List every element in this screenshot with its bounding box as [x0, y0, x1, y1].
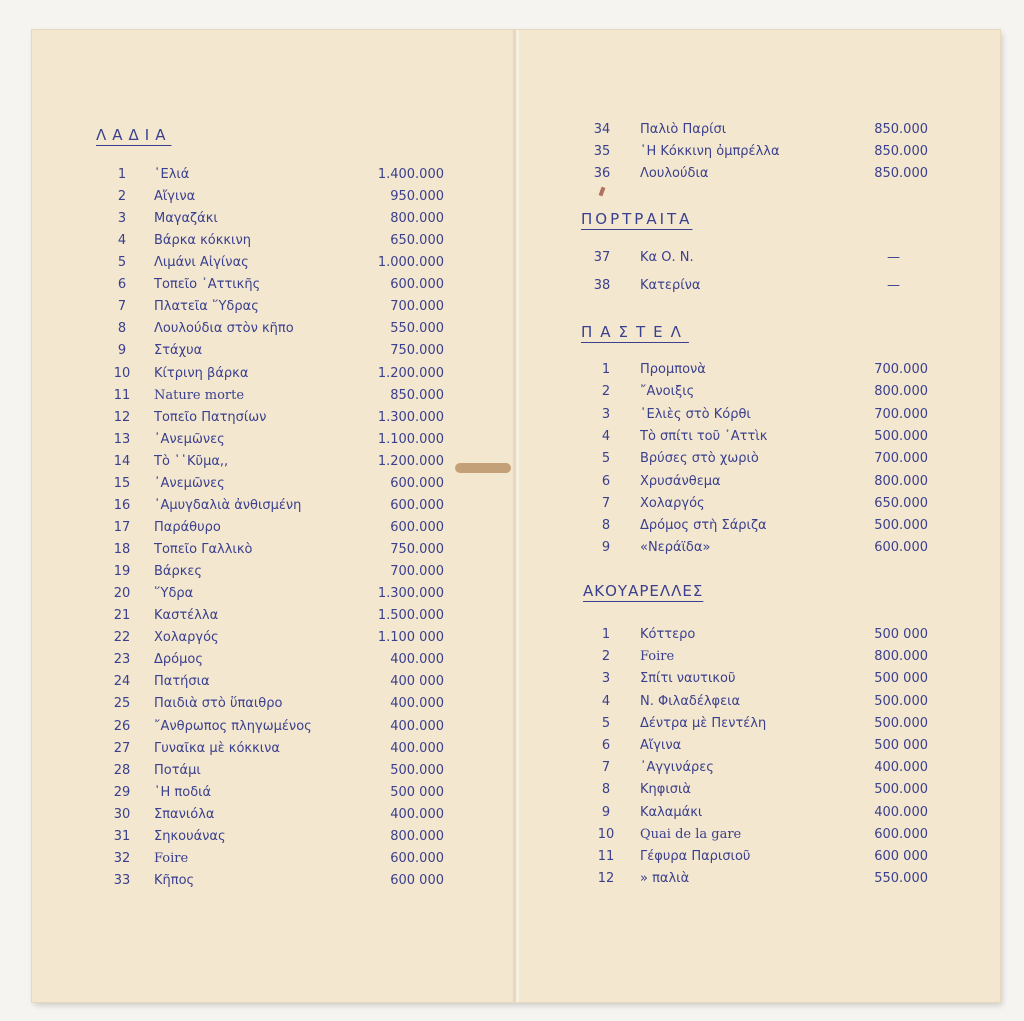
- item-title: Παράθυρο: [154, 519, 221, 535]
- item-price: 1.300.000: [377, 409, 444, 425]
- item-price: 700.000: [390, 564, 444, 580]
- item-number: 22: [113, 630, 131, 646]
- item-price: 1.500.000: [377, 608, 444, 624]
- list-item: [594, 382, 928, 402]
- item-price: 550.000: [874, 871, 928, 887]
- item-number: 3: [601, 406, 611, 422]
- list-item: [594, 736, 928, 756]
- item-price: —: [887, 278, 900, 293]
- item-number: 20: [113, 586, 131, 602]
- item-title: Ν. Φιλαδέλφεια: [640, 693, 741, 709]
- item-number: 2: [601, 384, 611, 400]
- item-title: Foire: [154, 850, 189, 866]
- list-item: [110, 319, 444, 339]
- item-number: 5: [601, 451, 611, 467]
- item-number: 8: [117, 321, 127, 337]
- list-item: [110, 694, 444, 714]
- item-title: Τοπεῖο ᾿Αττικῆς: [154, 277, 261, 293]
- item-price: 600.000: [390, 497, 444, 513]
- item-price: —: [887, 250, 900, 265]
- item-number: 26: [113, 718, 131, 734]
- item-title: Χολαργός: [640, 495, 705, 511]
- heading-portraits: ΠΟΡΤΡΑΙΤΑ: [581, 210, 693, 228]
- item-title: Μαγαζάκι: [154, 211, 218, 227]
- item-price: 400.000: [874, 760, 928, 776]
- item-number: 36: [593, 166, 611, 181]
- list-item: [594, 625, 928, 645]
- item-number: 19: [113, 564, 131, 580]
- item-number: 29: [113, 784, 131, 800]
- list-item: [110, 253, 444, 273]
- item-title: ῾Η ποδιά: [154, 784, 212, 800]
- list-item: [590, 142, 928, 162]
- list-item: [110, 452, 444, 472]
- item-title: » παλιὰ: [640, 871, 690, 887]
- item-price: 950.000: [390, 189, 444, 205]
- list-item: [110, 783, 444, 803]
- item-title: Κα Ο. Ν.: [640, 250, 694, 265]
- item-title: ῎Ανοιξις: [640, 384, 695, 400]
- item-price: 500 000: [390, 784, 444, 800]
- list-item: [594, 449, 928, 469]
- list-item: [594, 869, 928, 889]
- item-number: 3: [117, 211, 127, 227]
- list-item: [110, 165, 444, 185]
- item-number: 27: [113, 740, 131, 756]
- item-price: 1.400.000: [377, 167, 444, 182]
- heading-oils: ΛΑΔΙΑ: [96, 126, 172, 144]
- item-title: Κόττερο: [640, 627, 696, 642]
- item-title: Στάχυα: [154, 343, 203, 359]
- item-price: 1.300.000: [377, 586, 444, 602]
- item-title: Nature morte: [154, 387, 245, 403]
- item-number: 16: [113, 497, 131, 513]
- item-price: 750.000: [390, 542, 444, 558]
- item-number: 35: [593, 144, 611, 159]
- item-title: Σηκουάνας: [154, 828, 226, 844]
- center-fold: [512, 30, 520, 1002]
- item-title: Προμπονὰ: [640, 362, 706, 377]
- item-title: Λιμάνι Αἰγίνας: [154, 255, 249, 271]
- item-number: 6: [601, 473, 611, 489]
- item-price: 1.100 000: [377, 630, 444, 646]
- item-title: Δρόμος στὴ Σάριζα: [640, 518, 767, 534]
- item-price: 650.000: [874, 495, 928, 511]
- item-price: 400.000: [390, 740, 444, 756]
- item-title: Σπανιόλα: [154, 806, 215, 822]
- list-item: [594, 758, 928, 778]
- item-price: 800.000: [874, 384, 928, 400]
- item-price: 600.000: [874, 540, 928, 556]
- list-item: [110, 540, 444, 560]
- item-title: Τὸ ῾῾Κῦμα,,: [154, 453, 229, 469]
- item-price: 400.000: [390, 718, 444, 734]
- item-title: Γυναῖκα μὲ κόκκινα: [154, 740, 280, 756]
- list-item: [110, 739, 444, 759]
- list-item: [110, 672, 444, 692]
- item-title: Καστέλλα: [154, 608, 219, 624]
- list-item: [594, 494, 928, 514]
- item-price: 700.000: [874, 406, 928, 422]
- item-price: 650.000: [390, 233, 444, 249]
- item-price: 800.000: [874, 473, 928, 489]
- list-item: [594, 405, 928, 425]
- item-number: 10: [113, 365, 131, 381]
- item-number: 28: [113, 762, 131, 778]
- item-number: 4: [601, 693, 611, 709]
- item-number: 4: [601, 428, 611, 444]
- item-price: 1.100.000: [377, 431, 444, 447]
- item-number: 7: [117, 299, 127, 315]
- item-title: Βάρκες: [154, 564, 203, 580]
- list-item: [594, 692, 928, 712]
- item-title: ῾Ελιά: [154, 167, 190, 182]
- list-item: [594, 780, 928, 800]
- item-number: 10: [597, 826, 615, 842]
- item-number: 8: [601, 782, 611, 798]
- item-price: 400.000: [390, 696, 444, 712]
- item-price: 400.000: [874, 804, 928, 820]
- item-title: ῾Η Κόκκινη ὀμπρέλλα: [640, 144, 780, 159]
- list-item: [594, 825, 928, 845]
- paper-stain: [455, 463, 511, 473]
- list-item: [110, 231, 444, 251]
- item-title: Τοπεῖο Πατησίων: [154, 409, 267, 425]
- item-price: 850.000: [874, 166, 928, 181]
- item-number: 5: [117, 255, 127, 271]
- list-item: [110, 430, 444, 450]
- item-title: Κηφισιὰ: [640, 782, 691, 798]
- item-number: 25: [113, 696, 131, 712]
- item-price: 500 000: [874, 738, 928, 753]
- item-price: 500.000: [874, 693, 928, 709]
- item-number: 1: [117, 167, 127, 182]
- list-item: [110, 849, 444, 869]
- item-number: 4: [117, 233, 127, 249]
- list-item: [110, 474, 444, 494]
- item-price: 700.000: [874, 362, 928, 377]
- item-title: ᾿Αγγινάρες: [640, 760, 714, 776]
- item-price: 400 000: [390, 674, 444, 690]
- list-item: [110, 805, 444, 825]
- list-item: [594, 714, 928, 734]
- list-item: [110, 628, 444, 648]
- item-title: ῎Ανθρωπος πληγωμένος: [154, 718, 312, 734]
- item-number: 11: [597, 849, 615, 864]
- item-price: 500.000: [874, 715, 928, 731]
- item-price: 600 000: [390, 872, 444, 888]
- item-title: Foire: [640, 649, 675, 665]
- item-title: Σπίτι ναυτικοῦ: [640, 671, 736, 687]
- item-number: 8: [601, 518, 611, 534]
- item-price: 600 000: [874, 849, 928, 864]
- item-number: 9: [117, 343, 127, 359]
- item-number: 23: [113, 652, 131, 668]
- item-number: 21: [113, 608, 131, 624]
- item-price: 500 000: [874, 671, 928, 687]
- list-item: [110, 562, 444, 582]
- item-title: ῾Ελιὲς στὸ Κόρθι: [640, 406, 751, 422]
- item-price: 850.000: [874, 144, 928, 159]
- item-price: 850.000: [390, 387, 444, 403]
- item-title: ῞Υδρα: [154, 586, 194, 602]
- list-item: [110, 518, 444, 538]
- item-number: 7: [601, 495, 611, 511]
- item-title: Λουλούδια στὸν κῆπο: [154, 321, 294, 337]
- item-title: Κίτρινη βάρκα: [154, 365, 249, 381]
- item-title: Καλαμάκι: [640, 804, 703, 820]
- item-number: 2: [117, 189, 127, 205]
- item-title: ᾿Ανεμῶνες: [154, 475, 225, 491]
- item-price: 600.000: [390, 277, 444, 293]
- item-title: Λουλούδια: [640, 166, 709, 181]
- item-price: 600.000: [874, 826, 928, 842]
- heading-watercolors: ΑΚΟΥΑΡΕΛΛΕΣ: [583, 582, 704, 600]
- item-title: Κατερίνα: [640, 278, 701, 293]
- item-title: ᾿Αμυγδαλιὰ ἀνθισμένη: [154, 497, 302, 513]
- item-title: Χρυσάνθεμα: [640, 473, 721, 489]
- item-number: 17: [113, 519, 131, 535]
- item-number: 9: [601, 540, 611, 556]
- item-title: Δρόμος: [154, 652, 203, 668]
- item-title: Κῆπος: [154, 872, 195, 888]
- list-item: [110, 827, 444, 847]
- item-price: 1.000.000: [377, 255, 444, 271]
- item-number: 14: [113, 453, 131, 469]
- item-price: 600.000: [390, 519, 444, 535]
- item-price: 500.000: [874, 518, 928, 534]
- item-number: 6: [601, 738, 611, 753]
- item-number: 18: [113, 542, 131, 558]
- item-price: 1.200.000: [377, 365, 444, 381]
- item-price: 750.000: [390, 343, 444, 359]
- item-price: 550.000: [390, 321, 444, 337]
- item-number: 38: [593, 278, 611, 293]
- list-item: [590, 248, 900, 268]
- item-title: Παλιὸ Παρίσι: [640, 122, 727, 137]
- item-title: Πατήσια: [154, 674, 210, 690]
- list-item: [110, 364, 444, 384]
- item-title: Χολαργός: [154, 630, 219, 646]
- item-number: 9: [601, 804, 611, 820]
- list-item: [594, 538, 928, 558]
- item-title: Βρύσες στὸ χωριὸ: [640, 451, 759, 467]
- item-number: 5: [601, 715, 611, 731]
- list-item: [110, 871, 444, 891]
- list-item: [594, 669, 928, 689]
- item-price: 600.000: [390, 850, 444, 866]
- item-title: Αἴγινα: [154, 189, 196, 205]
- item-number: 2: [601, 649, 611, 665]
- list-item: [110, 606, 444, 626]
- list-item: [594, 847, 928, 867]
- item-number: 6: [117, 277, 127, 293]
- item-number: 34: [593, 122, 611, 137]
- item-title: Πλατεῖα ῞Υδρας: [154, 299, 259, 315]
- item-price: 800.000: [390, 211, 444, 227]
- item-price: 800.000: [874, 649, 928, 665]
- item-price: 700.000: [390, 299, 444, 315]
- list-item: [110, 297, 444, 317]
- item-number: 32: [113, 850, 131, 866]
- item-number: 3: [601, 671, 611, 687]
- item-number: 7: [601, 760, 611, 776]
- list-item: [594, 647, 928, 667]
- item-title: ᾿Ανεμῶνες: [154, 431, 225, 447]
- list-item: [110, 761, 444, 781]
- list-item: [110, 584, 444, 604]
- item-price: 500 000: [874, 627, 928, 642]
- item-price: 700.000: [874, 451, 928, 467]
- list-item: [110, 386, 444, 406]
- item-number: 1: [601, 362, 611, 377]
- item-number: 12: [597, 871, 615, 887]
- list-item: [594, 472, 928, 492]
- item-title: «Νεράϊδα»: [640, 540, 711, 556]
- item-number: 13: [113, 431, 131, 447]
- list-item: [110, 717, 444, 737]
- list-item: [590, 276, 900, 296]
- item-price: 600.000: [390, 475, 444, 491]
- item-number: 31: [113, 828, 131, 844]
- list-item: [110, 341, 444, 361]
- item-price: 400.000: [390, 806, 444, 822]
- item-price: 500.000: [874, 428, 928, 444]
- list-item: [110, 408, 444, 428]
- list-item: [594, 516, 928, 536]
- item-price: 850.000: [874, 122, 928, 137]
- item-title: Τὸ σπίτι τοῦ ᾿Αττὶκ: [640, 428, 768, 444]
- list-item: [594, 803, 928, 823]
- heading-pastel: ΠΑΣΤΕΛ: [581, 323, 689, 341]
- item-number: 37: [593, 250, 611, 265]
- item-title: Ποτάμι: [154, 762, 201, 778]
- item-price: 800.000: [390, 828, 444, 844]
- item-title: Τοπεῖο Γαλλικὸ: [154, 542, 253, 558]
- item-number: 11: [113, 387, 131, 403]
- item-number: 12: [113, 409, 131, 425]
- item-price: 1.200.000: [377, 453, 444, 469]
- item-number: 1: [601, 627, 611, 642]
- list-item: [110, 275, 444, 295]
- item-title: Quai de la gare: [640, 826, 742, 842]
- list-item: [594, 427, 928, 447]
- item-number: 30: [113, 806, 131, 822]
- item-title: Γέφυρα Παρισιοῦ: [640, 849, 751, 864]
- list-item: [594, 360, 928, 380]
- list-item: [110, 650, 444, 670]
- item-title: Δέντρα μὲ Πεντέλη: [640, 715, 767, 731]
- item-number: 15: [113, 475, 131, 491]
- item-title: Βάρκα κόκκινη: [154, 233, 251, 249]
- item-number: 24: [113, 674, 131, 690]
- item-title: Αἴγινα: [640, 738, 682, 753]
- item-price: 500.000: [390, 762, 444, 778]
- item-title: Παιδιὰ στὸ ὕπαιθρο: [154, 696, 283, 712]
- list-item: [110, 496, 444, 516]
- item-price: 400.000: [390, 652, 444, 668]
- list-item: [590, 164, 928, 184]
- item-number: 33: [113, 872, 131, 888]
- list-item: [110, 187, 444, 207]
- item-price: 500.000: [874, 782, 928, 798]
- list-item: [590, 120, 928, 140]
- list-item: [110, 209, 444, 229]
